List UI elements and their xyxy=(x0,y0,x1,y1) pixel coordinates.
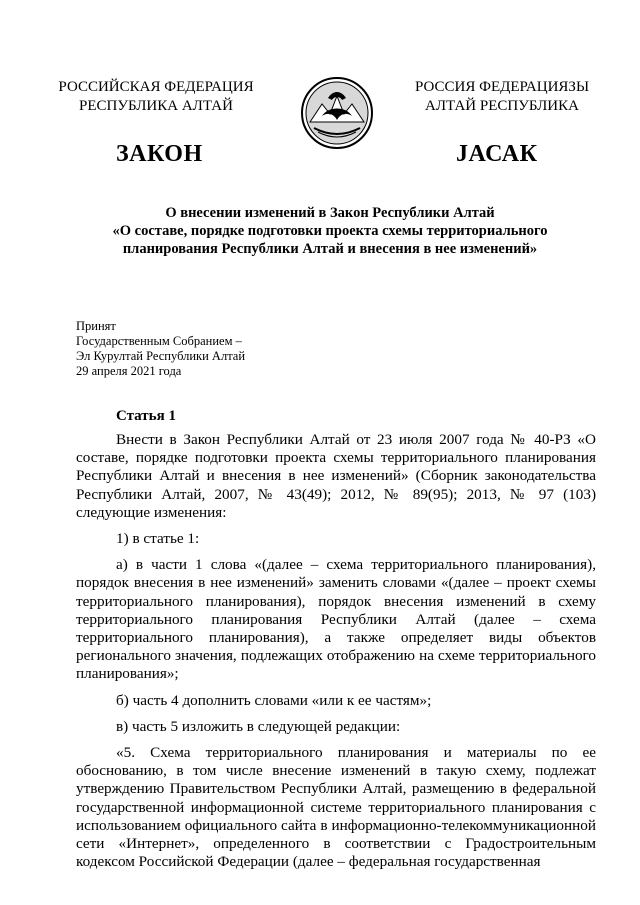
header-right xyxy=(396,78,608,116)
adopted-by-kurultai: Эл Курултай Республики Алтай xyxy=(76,349,246,363)
header-left-republic: РЕСПУБЛИКА АЛТАЙ xyxy=(79,98,233,114)
title-line-3: планирования Республики Алтай и внесения в нее изменений» xyxy=(122,241,538,257)
article-paragraph: «5. Схема территориального планирования и материалы по ее обоснованию, в том числе внесение изменений в такую схему, подлежат утверждению Правительством Республики Алтай, размещению в федеральной государственной информационной системе территориального планирования с использованием официального сайта в информационно-телекоммуникационной сети «Интернет», определенного в соответствии с Градостроительным кодексом Российской Федерации (далее – федеральная государственная xyxy=(76,744,596,871)
header-right-republic: АЛТАЙ РЕСПУБЛИКА xyxy=(425,98,579,114)
article-paragraph: Внести в Закон Республики Алтай от 23 июля 2007 года № 40-РЗ «О составе, порядке подготовки проекта схемы территориального планирования Республики Алтай и внесения в нее изменений» (Сборник законодательства Республики Алтай, 2007, № 43(49); 2012, № 89(95); 2013, № 97 (103) следующие изменения: xyxy=(76,431,596,521)
header-left xyxy=(50,78,262,116)
coat-of-arms-emblem xyxy=(300,76,374,150)
article-paragraph: б) часть 4 дополнить словами «или к ее частям»; xyxy=(116,691,432,709)
title-line-2: «О составе, порядке подготовки проекта схемы территориального xyxy=(112,223,548,239)
header-right-country: РОССИЯ ФЕДЕРАЦИЯЗЫ xyxy=(414,79,590,95)
adopted-by-assembly: Государственным Собранием – xyxy=(76,334,242,348)
article-paragraph: 1) в статье 1: xyxy=(116,530,200,548)
article-heading: Статья 1 xyxy=(116,408,176,424)
article-paragraph: а) в части 1 слова «(далее – схема территориального планирования), порядок внесения в нее изменений» заменить словами «(далее – проект схемы территориального планирования), порядок внесения изменений в схему территориального планирования Республики Алтай (далее – схема территориального планирования), а также определяет виды объектов регионального значения, подлежащих отображению на схеме территориального планирования»; xyxy=(76,556,596,683)
law-heading-russian: ЗАКОН xyxy=(116,141,203,167)
header-left-country: РОССИЙСКАЯ ФЕДЕРАЦИЯ xyxy=(58,79,254,95)
article-paragraph: в) часть 5 изложить в следующей редакции: xyxy=(116,717,401,735)
law-heading-altai: ЈАСАК xyxy=(456,141,538,167)
title-line-1: О внесении изменений в Закон Республики Алтай xyxy=(165,205,495,221)
adopted-label: Принят xyxy=(76,319,116,333)
adopted-date: 29 апреля 2021 года xyxy=(76,364,182,378)
article-body xyxy=(76,431,596,877)
adoption-block xyxy=(76,319,245,379)
law-title xyxy=(70,204,590,258)
